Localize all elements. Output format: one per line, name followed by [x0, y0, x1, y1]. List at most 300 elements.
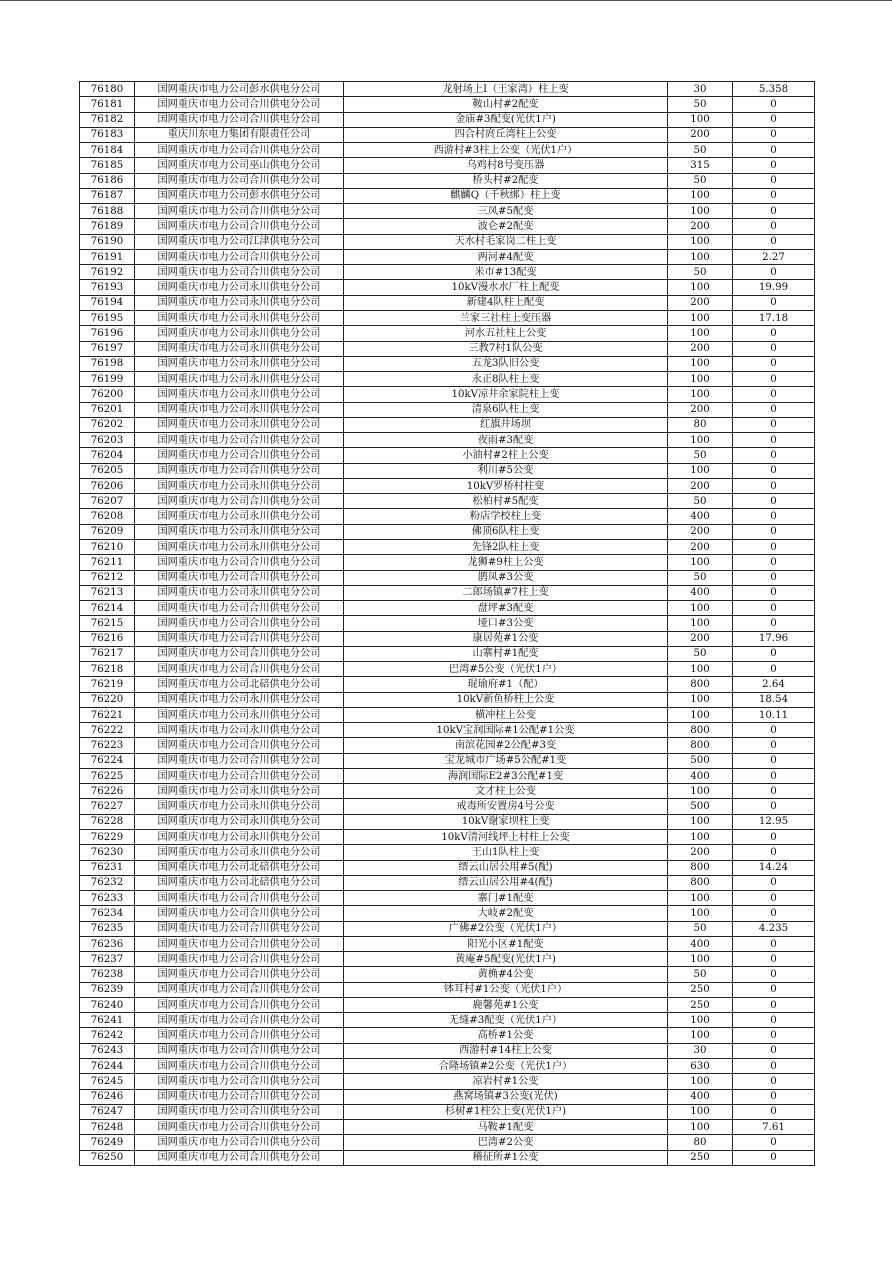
value-cell: 18.54: [733, 692, 815, 707]
transformer-name-cell: 10kV谢家坝柱上变: [344, 814, 668, 829]
company-name-cell: 国网重庆市电力公司合川供电分公司: [135, 921, 344, 936]
capacity-cell: 100: [668, 387, 733, 402]
transformer-name-cell: 琨瑜府#1（配）: [344, 677, 668, 692]
transformer-name-cell: 小油村#2柱上公变: [344, 448, 668, 463]
row-id-cell: 76236: [80, 936, 135, 951]
transformer-name-cell: 五龙3队旧公变: [344, 356, 668, 371]
value-cell: 17.96: [733, 631, 815, 646]
row-id-cell: 76186: [80, 173, 135, 188]
transformer-name-cell: 天水村毛家岗二柱上变: [344, 234, 668, 249]
capacity-cell: 50: [668, 97, 733, 112]
transformer-name-cell: 麒麟Q（千秋绑）柱上变: [344, 188, 668, 203]
transformer-name-cell: 红旗井场坝: [344, 417, 668, 432]
company-name-cell: 国网重庆市电力公司合川供电分公司: [135, 768, 344, 783]
row-id-cell: 76209: [80, 524, 135, 539]
value-cell: 0: [733, 372, 815, 387]
table-row: [80, 387, 815, 402]
transformer-name-cell: 钵耳村#1公变（光伏1户）: [344, 982, 668, 997]
value-cell: 0: [733, 204, 815, 219]
value-cell: 12.95: [733, 814, 815, 829]
value-cell: 0: [733, 1089, 815, 1104]
company-name-cell: 国网重庆市电力公司合川供电分公司: [135, 1013, 344, 1028]
table-row: [80, 997, 815, 1012]
value-cell: 0: [733, 463, 815, 478]
row-id-cell: 76243: [80, 1043, 135, 1058]
transformer-name-cell: 两河#4配变: [344, 249, 668, 264]
table-row: [80, 234, 815, 249]
company-name-cell: 国网重庆市电力公司合川供电分公司: [135, 463, 344, 478]
row-id-cell: 76228: [80, 814, 135, 829]
capacity-cell: 50: [668, 921, 733, 936]
row-id-cell: 76197: [80, 341, 135, 356]
transformer-name-cell: 垭口#3公变: [344, 616, 668, 631]
capacity-cell: 400: [668, 936, 733, 951]
capacity-cell: 80: [668, 1135, 733, 1150]
capacity-cell: 100: [668, 952, 733, 967]
table-row: [80, 570, 815, 585]
table-row: [80, 112, 815, 127]
value-cell: 0: [733, 723, 815, 738]
table-row: [80, 494, 815, 509]
value-cell: 7.61: [733, 1120, 815, 1135]
value-cell: 0: [733, 265, 815, 280]
table-row: [80, 967, 815, 982]
transformer-name-cell: 黄桷#4公变: [344, 967, 668, 982]
value-cell: 0: [733, 982, 815, 997]
value-cell: 0: [733, 845, 815, 860]
row-id-cell: 76208: [80, 509, 135, 524]
value-cell: 0: [733, 1150, 815, 1165]
table-row: [80, 692, 815, 707]
transformer-name-cell: 鹊凤#3公变: [344, 570, 668, 585]
company-name-cell: 国网重庆市电力公司永川供电分公司: [135, 814, 344, 829]
row-id-cell: 76222: [80, 723, 135, 738]
value-cell: 0: [733, 570, 815, 585]
transformer-name-cell: 盘坪#3配变: [344, 601, 668, 616]
company-name-cell: 国网重庆市电力公司合川供电分公司: [135, 1150, 344, 1165]
transformer-name-cell: 阳光小区#1配变: [344, 936, 668, 951]
transformer-name-cell: 兰家三社柱上变压器: [344, 310, 668, 325]
table-row: [80, 509, 815, 524]
capacity-cell: 100: [668, 356, 733, 371]
company-name-cell: 国网重庆市电力公司合川供电分公司: [135, 906, 344, 921]
capacity-cell: 100: [668, 1120, 733, 1135]
row-id-cell: 76185: [80, 158, 135, 173]
transformer-name-cell: 先锋2队柱上变: [344, 539, 668, 554]
value-cell: 0: [733, 1059, 815, 1074]
capacity-cell: 100: [668, 891, 733, 906]
capacity-cell: 200: [668, 295, 733, 310]
value-cell: 0: [733, 509, 815, 524]
capacity-cell: 200: [668, 341, 733, 356]
table-row: [80, 1135, 815, 1150]
table-row: [80, 417, 815, 432]
capacity-cell: 800: [668, 860, 733, 875]
company-name-cell: 国网重庆市电力公司永川供电分公司: [135, 524, 344, 539]
company-name-cell: 国网重庆市电力公司合川供电分公司: [135, 143, 344, 158]
value-cell: 0: [733, 875, 815, 890]
value-cell: 0: [733, 1013, 815, 1028]
table-row: [80, 830, 815, 845]
capacity-cell: 100: [668, 112, 733, 127]
company-name-cell: 国网重庆市电力公司永川供电分公司: [135, 830, 344, 845]
table-row: [80, 875, 815, 890]
capacity-cell: 400: [668, 509, 733, 524]
table-row: [80, 1028, 815, 1043]
table-row: [80, 1013, 815, 1028]
company-name-cell: 国网重庆市电力公司合川供电分公司: [135, 204, 344, 219]
capacity-cell: 400: [668, 585, 733, 600]
table-row: [80, 768, 815, 783]
transformer-name-cell: 文才柱上公变: [344, 784, 668, 799]
value-cell: 0: [733, 997, 815, 1012]
capacity-cell: 100: [668, 906, 733, 921]
value-cell: 0: [733, 936, 815, 951]
capacity-cell: 100: [668, 692, 733, 707]
company-name-cell: 国网重庆市电力公司巫山供电分公司: [135, 158, 344, 173]
table-row: [80, 310, 815, 325]
transformer-name-cell: 黄庵#5配变(光伏1户): [344, 952, 668, 967]
value-cell: 0: [733, 1074, 815, 1089]
transformer-table: [79, 81, 815, 1166]
row-id-cell: 76218: [80, 662, 135, 677]
capacity-cell: 200: [668, 478, 733, 493]
row-id-cell: 76250: [80, 1150, 135, 1165]
value-cell: 0: [733, 341, 815, 356]
value-cell: 0: [733, 753, 815, 768]
transformer-name-cell: 西游村#14柱上公变: [344, 1043, 668, 1058]
table-row: [80, 82, 815, 97]
capacity-cell: 200: [668, 127, 733, 142]
row-id-cell: 76198: [80, 356, 135, 371]
row-id-cell: 76201: [80, 402, 135, 417]
capacity-cell: 50: [668, 265, 733, 280]
row-id-cell: 76223: [80, 738, 135, 753]
company-name-cell: 国网重庆市电力公司永川供电分公司: [135, 356, 344, 371]
transformer-name-cell: 寨门#1配变: [344, 891, 668, 906]
transformer-name-cell: 三凤#5配变: [344, 204, 668, 219]
transformer-name-cell: 海润国际E2#3公配#1变: [344, 768, 668, 783]
transformer-name-cell: 稽征所#1公变: [344, 1150, 668, 1165]
value-cell: 0: [733, 188, 815, 203]
transformer-name-cell: 清泉6队柱上变: [344, 402, 668, 417]
capacity-cell: 400: [668, 1089, 733, 1104]
row-id-cell: 76239: [80, 982, 135, 997]
value-cell: 0: [733, 433, 815, 448]
table-row: [80, 723, 815, 738]
capacity-cell: 250: [668, 997, 733, 1012]
table-row: [80, 539, 815, 554]
row-id-cell: 76238: [80, 967, 135, 982]
row-id-cell: 76202: [80, 417, 135, 432]
transformer-name-cell: 10kV清河线坪上村柱上公变: [344, 830, 668, 845]
value-cell: 0: [733, 738, 815, 753]
value-cell: 0: [733, 234, 815, 249]
value-cell: 0: [733, 616, 815, 631]
capacity-cell: 50: [668, 967, 733, 982]
table-row: [80, 753, 815, 768]
row-id-cell: 76213: [80, 585, 135, 600]
row-id-cell: 76210: [80, 539, 135, 554]
transformer-name-cell: 夜雨#3配变: [344, 433, 668, 448]
company-name-cell: 国网重庆市电力公司永川供电分公司: [135, 707, 344, 722]
value-cell: 0: [733, 830, 815, 845]
company-name-cell: 国网重庆市电力公司永川供电分公司: [135, 539, 344, 554]
table-row: [80, 707, 815, 722]
transformer-name-cell: 戒毒所安置房4号公变: [344, 799, 668, 814]
value-cell: 0: [733, 173, 815, 188]
capacity-cell: 100: [668, 326, 733, 341]
row-id-cell: 76183: [80, 127, 135, 142]
transformer-name-cell: 四合村庹丘湾柱上公变: [344, 127, 668, 142]
transformer-name-cell: 宝龙城市广场#5公配#1变: [344, 753, 668, 768]
row-id-cell: 76211: [80, 555, 135, 570]
capacity-cell: 800: [668, 738, 733, 753]
capacity-cell: 100: [668, 188, 733, 203]
company-name-cell: 国网重庆市电力公司合川供电分公司: [135, 1059, 344, 1074]
transformer-name-cell: 10kV漫水水厂柱上配变: [344, 280, 668, 295]
value-cell: 0: [733, 952, 815, 967]
company-name-cell: 国网重庆市电力公司合川供电分公司: [135, 555, 344, 570]
capacity-cell: 400: [668, 768, 733, 783]
company-name-cell: 国网重庆市电力公司合川供电分公司: [135, 433, 344, 448]
table-row: [80, 326, 815, 341]
capacity-cell: 30: [668, 82, 733, 97]
row-id-cell: 76206: [80, 478, 135, 493]
table-row: [80, 1089, 815, 1104]
company-name-cell: 国网重庆市电力公司合川供电分公司: [135, 997, 344, 1012]
capacity-cell: 50: [668, 494, 733, 509]
row-id-cell: 76225: [80, 768, 135, 783]
transformer-name-cell: 河水五社柱上公变: [344, 326, 668, 341]
company-name-cell: 国网重庆市电力公司合川供电分公司: [135, 1074, 344, 1089]
transformer-name-cell: 波仑#2配变: [344, 219, 668, 234]
table-row: [80, 127, 815, 142]
transformer-name-cell: 巴湾#5公变（光伏1户）: [344, 662, 668, 677]
table-row: [80, 1043, 815, 1058]
row-id-cell: 76187: [80, 188, 135, 203]
value-cell: 0: [733, 768, 815, 783]
company-name-cell: 国网重庆市电力公司永川供电分公司: [135, 326, 344, 341]
transformer-name-cell: 桥头村#2配变: [344, 173, 668, 188]
row-id-cell: 76184: [80, 143, 135, 158]
company-name-cell: 国网重庆市电力公司永川供电分公司: [135, 341, 344, 356]
value-cell: 0: [733, 478, 815, 493]
page-top-rule: [0, 0, 892, 1]
value-cell: 14.24: [733, 860, 815, 875]
company-name-cell: 国网重庆市电力公司合川供电分公司: [135, 97, 344, 112]
company-name-cell: 国网重庆市电力公司合川供电分公司: [135, 631, 344, 646]
value-cell: 0: [733, 585, 815, 600]
capacity-cell: 200: [668, 219, 733, 234]
company-name-cell: 国网重庆市电力公司合川供电分公司: [135, 1104, 344, 1119]
row-id-cell: 76249: [80, 1135, 135, 1150]
value-cell: 0: [733, 143, 815, 158]
value-cell: 0: [733, 158, 815, 173]
capacity-cell: 50: [668, 173, 733, 188]
capacity-cell: 100: [668, 204, 733, 219]
capacity-cell: 800: [668, 723, 733, 738]
table-row: [80, 921, 815, 936]
capacity-cell: 100: [668, 463, 733, 478]
company-name-cell: 国网重庆市电力公司合川供电分公司: [135, 173, 344, 188]
table-row: [80, 219, 815, 234]
transformer-name-cell: 缙云山居公用#4(配): [344, 875, 668, 890]
row-id-cell: 76204: [80, 448, 135, 463]
value-cell: 0: [733, 1135, 815, 1150]
capacity-cell: 100: [668, 784, 733, 799]
row-id-cell: 76241: [80, 1013, 135, 1028]
row-id-cell: 76180: [80, 82, 135, 97]
row-id-cell: 76205: [80, 463, 135, 478]
company-name-cell: 国网重庆市电力公司合川供电分公司: [135, 1135, 344, 1150]
transformer-name-cell: 10kV宝润国际#1公配#1公变: [344, 723, 668, 738]
row-id-cell: 76227: [80, 799, 135, 814]
value-cell: 0: [733, 127, 815, 142]
table-row: [80, 799, 815, 814]
transformer-name-cell: 10kV凉井余家院柱上变: [344, 387, 668, 402]
row-id-cell: 76181: [80, 97, 135, 112]
row-id-cell: 76237: [80, 952, 135, 967]
row-id-cell: 76221: [80, 707, 135, 722]
row-id-cell: 76200: [80, 387, 135, 402]
value-cell: 0: [733, 539, 815, 554]
company-name-cell: 国网重庆市电力公司合川供电分公司: [135, 967, 344, 982]
table-row: [80, 341, 815, 356]
table-row: [80, 173, 815, 188]
capacity-cell: 100: [668, 814, 733, 829]
capacity-cell: 100: [668, 601, 733, 616]
company-name-cell: 国网重庆市电力公司合川供电分公司: [135, 662, 344, 677]
company-name-cell: 国网重庆市电力公司永川供电分公司: [135, 417, 344, 432]
value-cell: 0: [733, 891, 815, 906]
value-cell: 0: [733, 906, 815, 921]
capacity-cell: 100: [668, 616, 733, 631]
transformer-name-cell: 利川#5公变: [344, 463, 668, 478]
transformer-name-cell: 合隆场镇#2公变（光伏1户）: [344, 1059, 668, 1074]
table-row: [80, 402, 815, 417]
table-row: [80, 1074, 815, 1089]
capacity-cell: 30: [668, 1043, 733, 1058]
table-row: [80, 478, 815, 493]
capacity-cell: 100: [668, 707, 733, 722]
table-row: [80, 143, 815, 158]
value-cell: 0: [733, 295, 815, 310]
company-name-cell: 国网重庆市电力公司永川供电分公司: [135, 372, 344, 387]
value-cell: 0: [733, 112, 815, 127]
table-row: [80, 158, 815, 173]
company-name-cell: 国网重庆市电力公司彭水供电分公司: [135, 82, 344, 97]
table-row: [80, 280, 815, 295]
table-row: [80, 814, 815, 829]
transformer-name-cell: 永正8队柱上变: [344, 372, 668, 387]
table-row: [80, 616, 815, 631]
value-cell: 17.18: [733, 310, 815, 325]
row-id-cell: 76216: [80, 631, 135, 646]
table-row: [80, 891, 815, 906]
company-name-cell: 国网重庆市电力公司合川供电分公司: [135, 112, 344, 127]
company-name-cell: 国网重庆市电力公司合川供电分公司: [135, 219, 344, 234]
table-row: [80, 784, 815, 799]
value-cell: 0: [733, 326, 815, 341]
capacity-cell: 100: [668, 662, 733, 677]
company-name-cell: 国网重庆市电力公司永川供电分公司: [135, 402, 344, 417]
transformer-name-cell: 龙狮#9柱上公变: [344, 555, 668, 570]
transformer-name-cell: 杉树#1柱公上变(光伏1户): [344, 1104, 668, 1119]
value-cell: 4.235: [733, 921, 815, 936]
transformer-name-cell: 松柏村#5配变: [344, 494, 668, 509]
transformer-name-cell: 燕窝场镇#3公变(光伏): [344, 1089, 668, 1104]
transformer-name-cell: 米市#13配变: [344, 265, 668, 280]
row-id-cell: 76247: [80, 1104, 135, 1119]
transformer-name-cell: 广佛#2公变（光伏1户）: [344, 921, 668, 936]
capacity-cell: 100: [668, 372, 733, 387]
company-name-cell: 国网重庆市电力公司永川供电分公司: [135, 692, 344, 707]
value-cell: 0: [733, 662, 815, 677]
capacity-cell: 100: [668, 234, 733, 249]
capacity-cell: 100: [668, 555, 733, 570]
capacity-cell: 500: [668, 799, 733, 814]
capacity-cell: 315: [668, 158, 733, 173]
company-name-cell: 国网重庆市电力公司合川供电分公司: [135, 936, 344, 951]
value-cell: 2.64: [733, 677, 815, 692]
row-id-cell: 76246: [80, 1089, 135, 1104]
row-id-cell: 76193: [80, 280, 135, 295]
company-name-cell: 国网重庆市电力公司合川供电分公司: [135, 616, 344, 631]
transformer-name-cell: 粉店学校柱上变: [344, 509, 668, 524]
table-row: [80, 524, 815, 539]
row-id-cell: 76203: [80, 433, 135, 448]
row-id-cell: 76214: [80, 601, 135, 616]
transformer-name-cell: 巴湾#2公变: [344, 1135, 668, 1150]
row-id-cell: 76242: [80, 1028, 135, 1043]
transformer-name-cell: 二郎场镇#7柱上变: [344, 585, 668, 600]
value-cell: 5.358: [733, 82, 815, 97]
capacity-cell: 50: [668, 448, 733, 463]
row-id-cell: 76215: [80, 616, 135, 631]
capacity-cell: 200: [668, 402, 733, 417]
company-name-cell: 国网重庆市电力公司永川供电分公司: [135, 387, 344, 402]
transformer-name-cell: 三教7村1队公变: [344, 341, 668, 356]
table-row: [80, 433, 815, 448]
row-id-cell: 76217: [80, 646, 135, 661]
capacity-cell: 800: [668, 677, 733, 692]
company-name-cell: 国网重庆市电力公司永川供电分公司: [135, 295, 344, 310]
transformer-name-cell: 龙射场上Ⅰ（王家湾）柱上变: [344, 82, 668, 97]
table-row: [80, 952, 815, 967]
row-id-cell: 76224: [80, 753, 135, 768]
company-name-cell: 国网重庆市电力公司合川供电分公司: [135, 1028, 344, 1043]
company-name-cell: 国网重庆市电力公司永川供电分公司: [135, 280, 344, 295]
value-cell: 0: [733, 97, 815, 112]
capacity-cell: 100: [668, 830, 733, 845]
company-name-cell: 国网重庆市电力公司北碚供电分公司: [135, 860, 344, 875]
capacity-cell: 100: [668, 1104, 733, 1119]
row-id-cell: 76190: [80, 234, 135, 249]
transformer-name-cell: 鹿馨苑#1公变: [344, 997, 668, 1012]
row-id-cell: 76234: [80, 906, 135, 921]
transformer-name-cell: 高桥#1公变: [344, 1028, 668, 1043]
capacity-cell: 50: [668, 143, 733, 158]
table-row: [80, 601, 815, 616]
row-id-cell: 76245: [80, 1074, 135, 1089]
table-row: [80, 631, 815, 646]
row-id-cell: 76196: [80, 326, 135, 341]
company-name-cell: 国网重庆市电力公司江津供电分公司: [135, 234, 344, 249]
value-cell: 0: [733, 799, 815, 814]
capacity-cell: 250: [668, 982, 733, 997]
company-name-cell: 国网重庆市电力公司合川供电分公司: [135, 601, 344, 616]
